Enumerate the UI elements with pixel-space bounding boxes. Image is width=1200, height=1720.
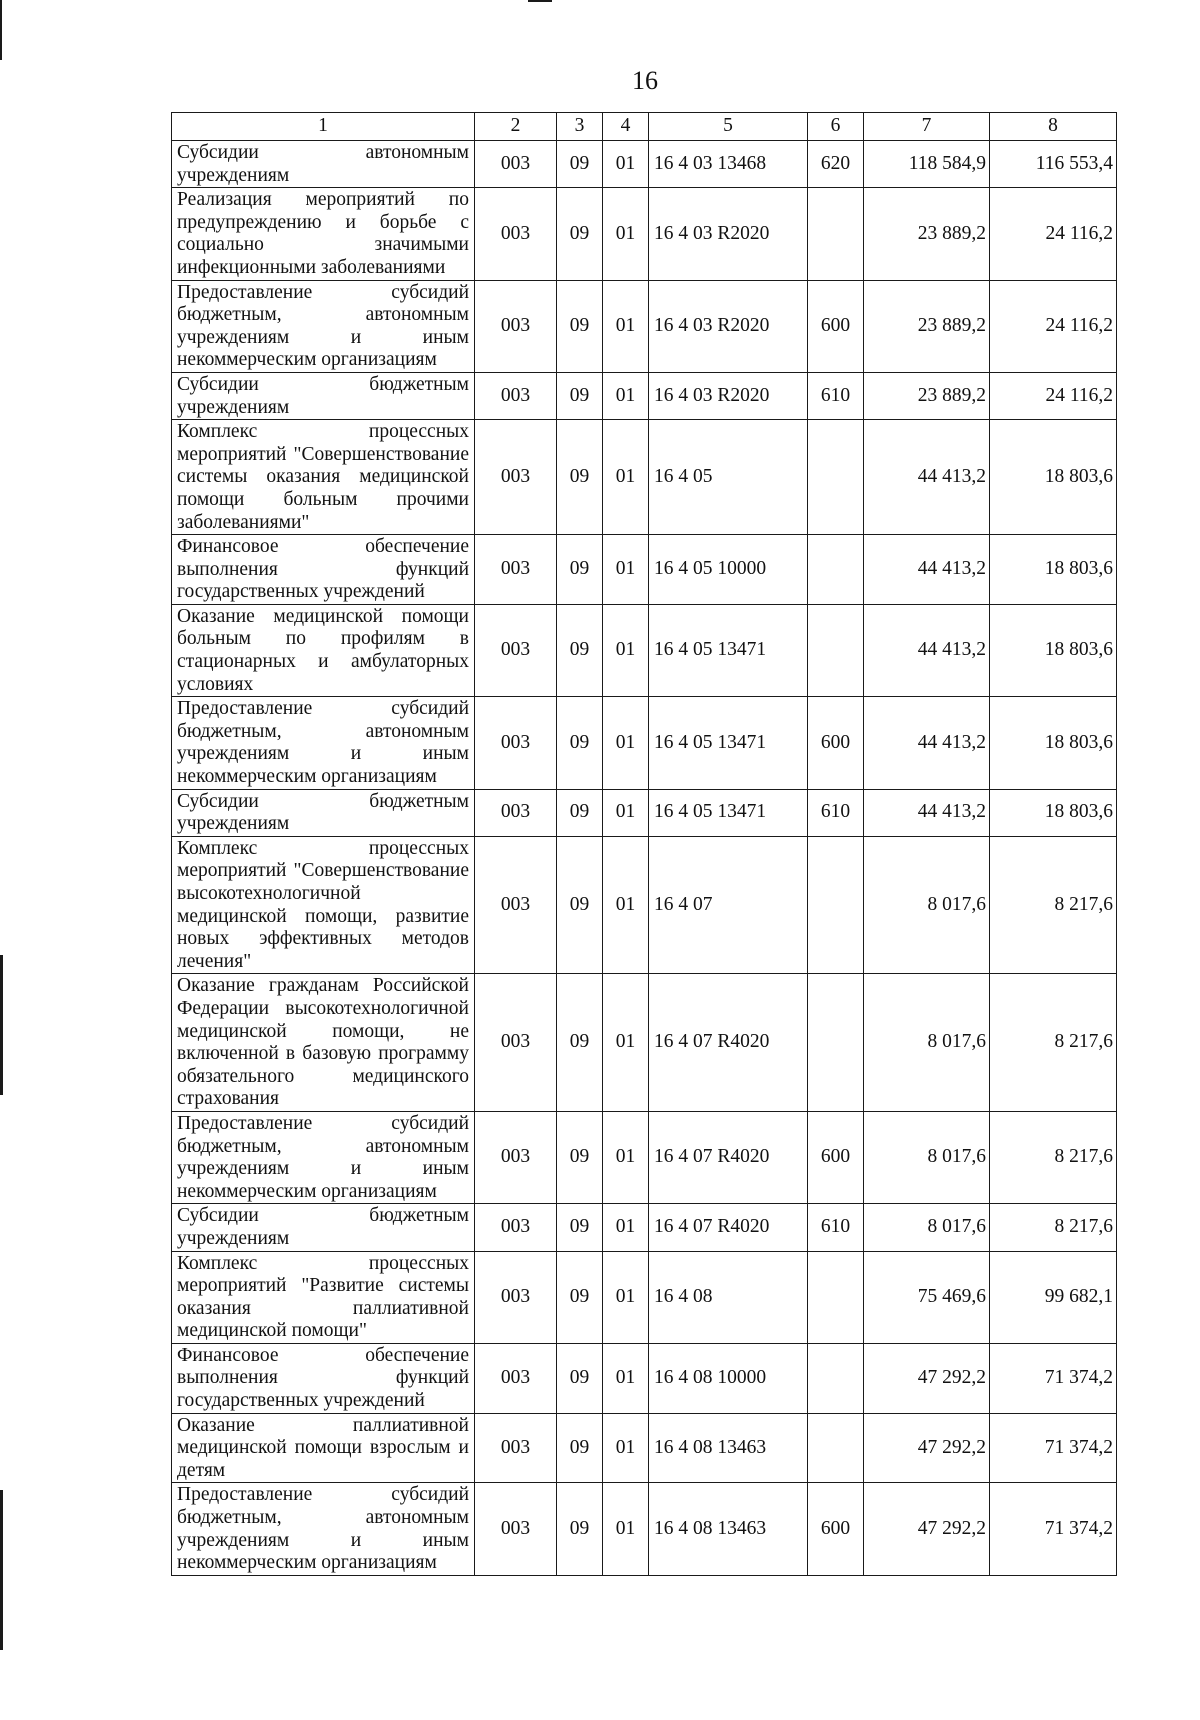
budget-table <box>171 112 1117 1576</box>
row-subsection-cell: 01 <box>603 836 649 974</box>
row-code-cell: 003 <box>475 535 557 605</box>
row-target-article-cell: 16 4 08 <box>649 1251 808 1343</box>
row-target-article-cell: 16 4 03 R2020 <box>649 188 808 280</box>
row-expense-type-cell: 600 <box>808 1483 864 1575</box>
row-section-cell: 09 <box>557 789 603 836</box>
row-subsection-cell: 01 <box>603 697 649 789</box>
page-number: 16 <box>632 66 658 95</box>
row-section-cell: 09 <box>557 836 603 974</box>
row-amount-year2-cell: 18 803,6 <box>990 535 1117 605</box>
header-col-5: 5 <box>649 113 808 141</box>
row-section-cell: 09 <box>557 372 603 419</box>
row-section-cell: 09 <box>557 535 603 605</box>
row-expense-type-cell <box>808 604 864 696</box>
row-amount-year1-cell: 44 413,2 <box>864 789 990 836</box>
row-code-cell: 003 <box>475 1413 557 1483</box>
row-name-cell: Субсидии бюджетным учреждениям <box>172 372 475 419</box>
row-subsection-cell: 01 <box>603 789 649 836</box>
table-row <box>172 1413 1117 1483</box>
row-expense-type-cell: 600 <box>808 697 864 789</box>
row-code-cell: 003 <box>475 280 557 372</box>
row-amount-year1-cell: 44 413,2 <box>864 535 990 605</box>
table-row <box>172 697 1117 789</box>
table-body <box>172 141 1117 1576</box>
table-row <box>172 1483 1117 1575</box>
row-name-cell: Предоставление субсидий бюджетным, автономным учреждениям и иным некоммерческим организациям <box>172 1111 475 1203</box>
row-name-cell: Финансовое обеспечение выполнения функций государственных учреждений <box>172 1343 475 1413</box>
row-code-cell: 003 <box>475 1204 557 1251</box>
row-expense-type-cell: 620 <box>808 141 864 188</box>
row-name-cell: Реализация мероприятий по предупреждению и борьбе с социально значимыми инфекционными заболеваниями <box>172 188 475 280</box>
row-expense-type-cell <box>808 1343 864 1413</box>
row-amount-year2-cell: 8 217,6 <box>990 836 1117 974</box>
row-amount-year2-cell: 71 374,2 <box>990 1343 1117 1413</box>
table-row <box>172 280 1117 372</box>
row-code-cell: 003 <box>475 188 557 280</box>
header-col-7: 7 <box>864 113 990 141</box>
row-target-article-cell: 16 4 07 R4020 <box>649 1111 808 1203</box>
row-name-cell: Финансовое обеспечение выполнения функций государственных учреждений <box>172 535 475 605</box>
scan-edge-mark-left-1 <box>0 955 3 1095</box>
row-subsection-cell: 01 <box>603 420 649 535</box>
row-amount-year1-cell: 8 017,6 <box>864 1111 990 1203</box>
row-amount-year1-cell: 23 889,2 <box>864 372 990 419</box>
table-row <box>172 836 1117 974</box>
row-amount-year1-cell: 44 413,2 <box>864 420 990 535</box>
row-amount-year1-cell: 8 017,6 <box>864 1204 990 1251</box>
row-code-cell: 003 <box>475 974 557 1112</box>
row-amount-year2-cell: 71 374,2 <box>990 1413 1117 1483</box>
table-row <box>172 141 1117 188</box>
row-amount-year2-cell: 24 116,2 <box>990 280 1117 372</box>
row-subsection-cell: 01 <box>603 974 649 1112</box>
row-amount-year1-cell: 8 017,6 <box>864 836 990 974</box>
row-amount-year2-cell: 8 217,6 <box>990 1111 1117 1203</box>
table-row <box>172 789 1117 836</box>
row-expense-type-cell <box>808 974 864 1112</box>
row-amount-year2-cell: 18 803,6 <box>990 697 1117 789</box>
row-name-cell: Оказание паллиативной медицинской помощи взрослым и детям <box>172 1413 475 1483</box>
row-name-cell: Комплекс процессных мероприятий "Развитие системы оказания паллиативной медицинской помощи" <box>172 1251 475 1343</box>
row-amount-year2-cell: 8 217,6 <box>990 1204 1117 1251</box>
row-section-cell: 09 <box>557 1483 603 1575</box>
row-code-cell: 003 <box>475 789 557 836</box>
row-amount-year2-cell: 71 374,2 <box>990 1483 1117 1575</box>
row-expense-type-cell: 610 <box>808 789 864 836</box>
table-row <box>172 188 1117 280</box>
table-row <box>172 535 1117 605</box>
row-subsection-cell: 01 <box>603 372 649 419</box>
row-expense-type-cell <box>808 420 864 535</box>
row-section-cell: 09 <box>557 604 603 696</box>
row-amount-year1-cell: 118 584,9 <box>864 141 990 188</box>
row-section-cell: 09 <box>557 697 603 789</box>
row-amount-year2-cell: 8 217,6 <box>990 974 1117 1112</box>
row-subsection-cell: 01 <box>603 1111 649 1203</box>
row-name-cell: Субсидии бюджетным учреждениям <box>172 789 475 836</box>
header-col-1: 1 <box>172 113 475 141</box>
row-code-cell: 003 <box>475 1343 557 1413</box>
row-expense-type-cell <box>808 1251 864 1343</box>
table-row <box>172 1111 1117 1203</box>
row-subsection-cell: 01 <box>603 535 649 605</box>
row-name-cell: Оказание гражданам Российской Федерации высокотехнологичной медицинской помощи, не включенной в базовую программу обязательного медицинского страхования <box>172 974 475 1112</box>
row-name-cell: Комплекс процессных мероприятий "Совершенствование системы оказания медицинской помощи больным прочими заболеваниями" <box>172 420 475 535</box>
row-target-article-cell: 16 4 07 R4020 <box>649 974 808 1112</box>
scan-edge-mark-left-2 <box>0 1490 3 1650</box>
row-amount-year1-cell: 23 889,2 <box>864 188 990 280</box>
table-row <box>172 420 1117 535</box>
row-section-cell: 09 <box>557 974 603 1112</box>
row-subsection-cell: 01 <box>603 1204 649 1251</box>
row-expense-type-cell <box>808 1413 864 1483</box>
row-subsection-cell: 01 <box>603 1343 649 1413</box>
row-subsection-cell: 01 <box>603 280 649 372</box>
table-row <box>172 1204 1117 1251</box>
header-col-6: 6 <box>808 113 864 141</box>
row-section-cell: 09 <box>557 420 603 535</box>
row-section-cell: 09 <box>557 1343 603 1413</box>
row-amount-year1-cell: 47 292,2 <box>864 1413 990 1483</box>
row-amount-year1-cell: 44 413,2 <box>864 604 990 696</box>
row-target-article-cell: 16 4 05 <box>649 420 808 535</box>
row-name-cell: Предоставление субсидий бюджетным, автономным учреждениям и иным некоммерческим организациям <box>172 280 475 372</box>
row-code-cell: 003 <box>475 604 557 696</box>
row-amount-year2-cell: 24 116,2 <box>990 372 1117 419</box>
table-header-row <box>172 113 1117 141</box>
row-amount-year2-cell: 116 553,4 <box>990 141 1117 188</box>
header-col-2: 2 <box>475 113 557 141</box>
row-section-cell: 09 <box>557 1251 603 1343</box>
row-section-cell: 09 <box>557 1204 603 1251</box>
row-code-cell: 003 <box>475 1483 557 1575</box>
scan-edge-mark-top-dash <box>528 0 552 2</box>
row-section-cell: 09 <box>557 141 603 188</box>
row-amount-year1-cell: 8 017,6 <box>864 974 990 1112</box>
row-expense-type-cell: 610 <box>808 372 864 419</box>
row-target-article-cell: 16 4 08 13463 <box>649 1483 808 1575</box>
row-expense-type-cell: 600 <box>808 1111 864 1203</box>
row-amount-year2-cell: 99 682,1 <box>990 1251 1117 1343</box>
table-row <box>172 372 1117 419</box>
row-target-article-cell: 16 4 03 13468 <box>649 141 808 188</box>
row-target-article-cell: 16 4 07 R4020 <box>649 1204 808 1251</box>
row-code-cell: 003 <box>475 141 557 188</box>
row-target-article-cell: 16 4 05 13471 <box>649 789 808 836</box>
row-amount-year2-cell: 18 803,6 <box>990 789 1117 836</box>
row-amount-year2-cell: 24 116,2 <box>990 188 1117 280</box>
row-target-article-cell: 16 4 05 13471 <box>649 697 808 789</box>
row-code-cell: 003 <box>475 420 557 535</box>
row-expense-type-cell: 610 <box>808 1204 864 1251</box>
table-row <box>172 1343 1117 1413</box>
row-section-cell: 09 <box>557 1111 603 1203</box>
row-amount-year1-cell: 47 292,2 <box>864 1343 990 1413</box>
row-code-cell: 003 <box>475 697 557 789</box>
row-subsection-cell: 01 <box>603 1483 649 1575</box>
row-subsection-cell: 01 <box>603 141 649 188</box>
row-amount-year2-cell: 18 803,6 <box>990 604 1117 696</box>
row-target-article-cell: 16 4 03 R2020 <box>649 280 808 372</box>
row-subsection-cell: 01 <box>603 1413 649 1483</box>
row-code-cell: 003 <box>475 836 557 974</box>
row-amount-year1-cell: 23 889,2 <box>864 280 990 372</box>
row-target-article-cell: 16 4 03 R2020 <box>649 372 808 419</box>
row-target-article-cell: 16 4 08 13463 <box>649 1413 808 1483</box>
row-name-cell: Предоставление субсидий бюджетным, автономным учреждениям и иным некоммерческим организациям <box>172 697 475 789</box>
row-target-article-cell: 16 4 08 10000 <box>649 1343 808 1413</box>
row-amount-year1-cell: 44 413,2 <box>864 697 990 789</box>
row-section-cell: 09 <box>557 280 603 372</box>
scan-edge-mark-top <box>0 0 2 60</box>
row-code-cell: 003 <box>475 1111 557 1203</box>
row-subsection-cell: 01 <box>603 188 649 280</box>
row-code-cell: 003 <box>475 1251 557 1343</box>
row-amount-year1-cell: 75 469,6 <box>864 1251 990 1343</box>
header-col-4: 4 <box>603 113 649 141</box>
row-subsection-cell: 01 <box>603 604 649 696</box>
row-name-cell: Субсидии бюджетным учреждениям <box>172 1204 475 1251</box>
row-expense-type-cell <box>808 188 864 280</box>
row-name-cell: Комплекс процессных мероприятий "Совершенствование высокотехнологичной медицинской помощи, развитие новых эффективных методов лечения" <box>172 836 475 974</box>
row-amount-year1-cell: 47 292,2 <box>864 1483 990 1575</box>
row-target-article-cell: 16 4 05 10000 <box>649 535 808 605</box>
row-target-article-cell: 16 4 05 13471 <box>649 604 808 696</box>
row-section-cell: 09 <box>557 188 603 280</box>
table-row <box>172 604 1117 696</box>
row-name-cell: Предоставление субсидий бюджетным, автономным учреждениям и иным некоммерческим организациям <box>172 1483 475 1575</box>
row-section-cell: 09 <box>557 1413 603 1483</box>
row-code-cell: 003 <box>475 372 557 419</box>
row-amount-year2-cell: 18 803,6 <box>990 420 1117 535</box>
row-expense-type-cell <box>808 535 864 605</box>
row-subsection-cell: 01 <box>603 1251 649 1343</box>
row-target-article-cell: 16 4 07 <box>649 836 808 974</box>
row-name-cell: Оказание медицинской помощи больным по профилям в стационарных и амбулаторных условиях <box>172 604 475 696</box>
row-expense-type-cell <box>808 836 864 974</box>
table-row <box>172 974 1117 1112</box>
header-col-8: 8 <box>990 113 1117 141</box>
header-col-3: 3 <box>557 113 603 141</box>
row-expense-type-cell: 600 <box>808 280 864 372</box>
table-row <box>172 1251 1117 1343</box>
row-name-cell: Субсидии автономным учреждениям <box>172 141 475 188</box>
